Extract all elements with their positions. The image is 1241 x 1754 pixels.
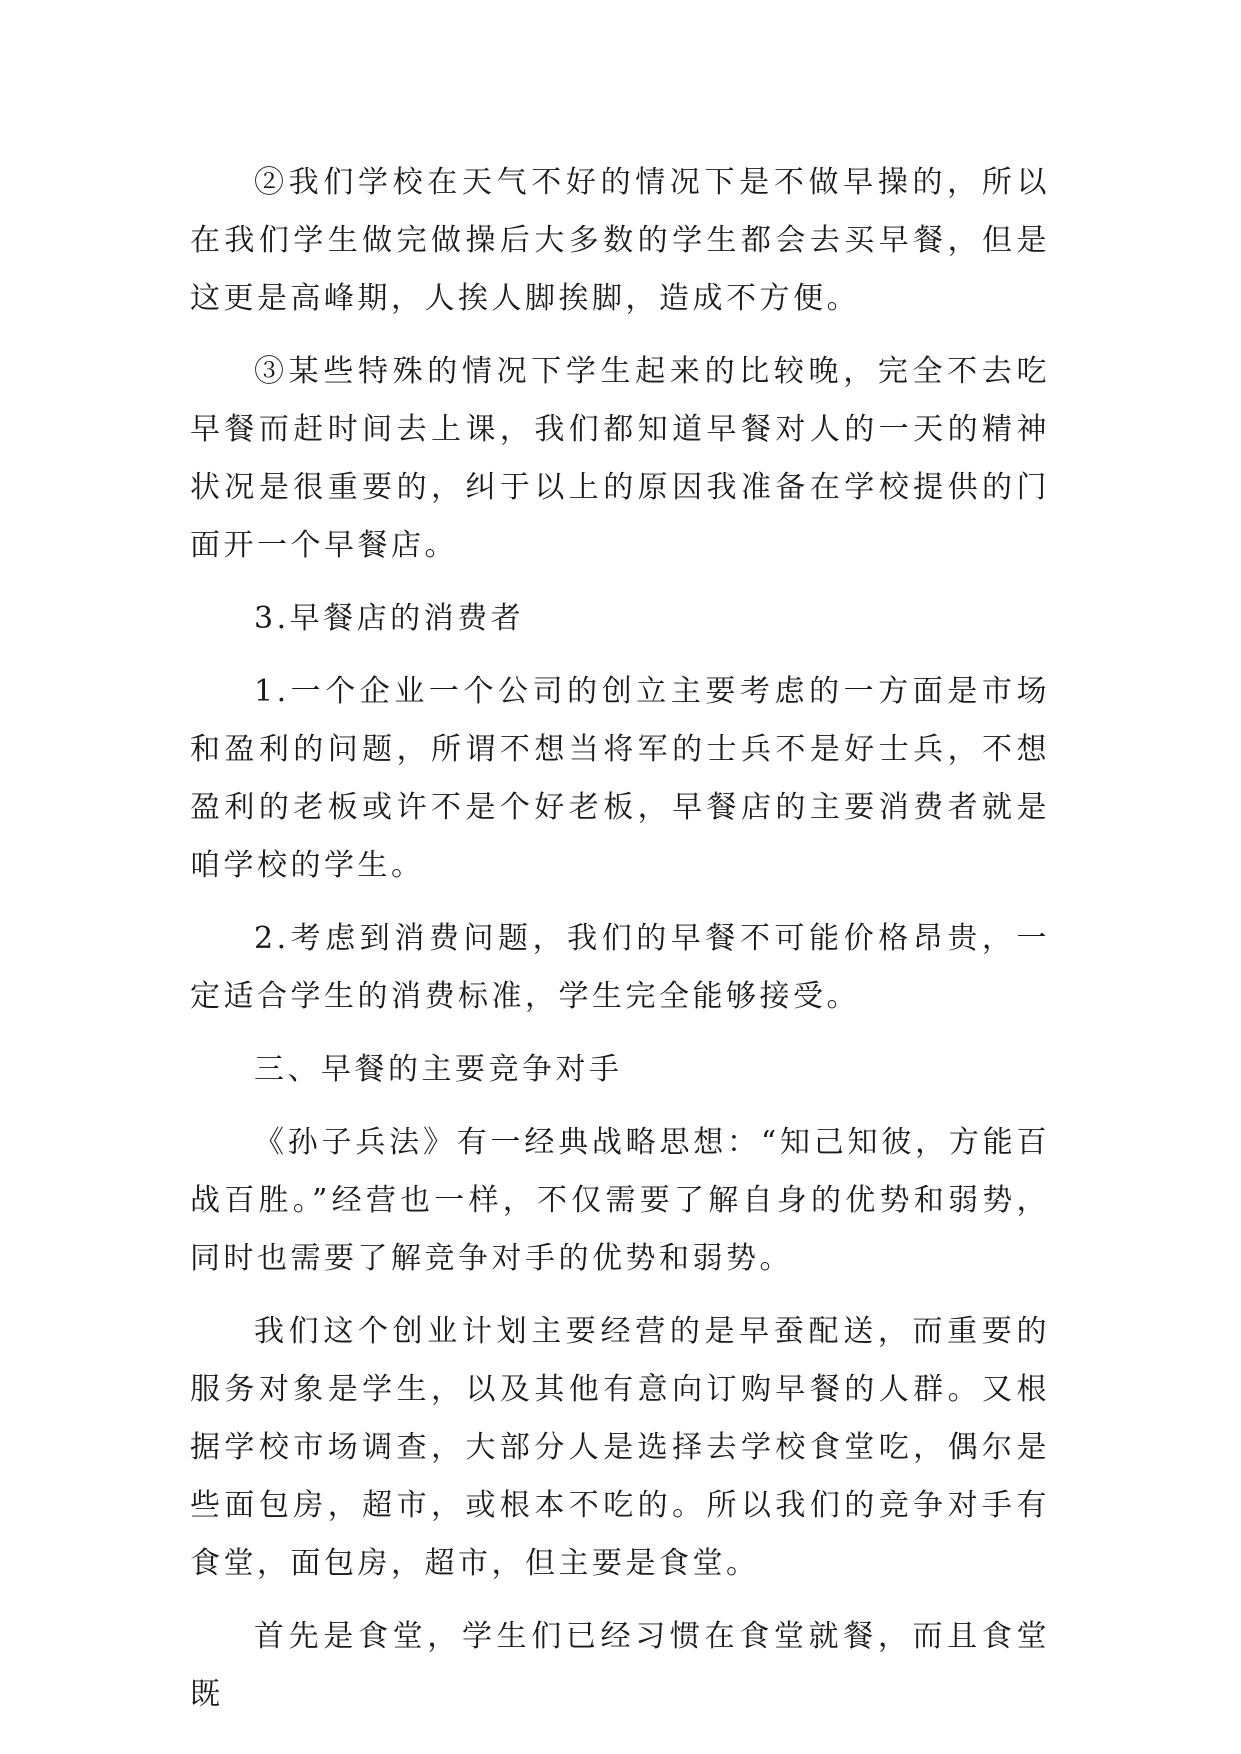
paragraph-pricing: 2.考虑到消费问题，我们的早餐不可能价格昂贵，一定适合学生的消费标准，学生完全能够接受。 [190,921,1050,1014]
section-heading-competitors: 三、早餐的主要竞争对手 [254,1052,623,1087]
section-heading-consumers: 3.早餐店的消费者 [254,601,525,636]
document-body [190,154,1050,1739]
paragraph-morning-exercise: ②我们学校在天气不好的情况下是不做早操的，所以在我们学生做完做操后大多数的学生都会去买早餐，但是这更是高峰期，人挨人脚挨脚，造成不方便。 [190,165,1050,316]
paragraph-business-plan: 我们这个创业计划主要经营的是早蚕配送，而重要的服务对象是学生，以及其他有意向订购早餐的人群。又根据学校市场调查，大部分人是选择去学校食堂吃，偶尔是些面包房，超市，或根本不吃的。所以我们的竞争对手有食堂，面包房，超市，但主要是食堂。 [190,1314,1050,1581]
paragraph-market-profit: 1.一个企业一个公司的创立主要考虑的一方面是市场和盈利的问题，所谓不想当将军的士兵不是好士兵，不想盈利的老板或许不是个好老板，早餐店的主要消费者就是咱学校的学生。 [190,674,1050,883]
paragraph-late-rising: ③某些特殊的情况下学生起来的比较晚，完全不去吃早餐而赶时间去上课，我们都知道早餐对人的一天的精神状况是很重要的，纠于以上的原因我准备在学校提供的门面开一个早餐店。 [190,354,1050,563]
paragraph-canteen: 首先是食堂，学生们已经习惯在食堂就餐，而且食堂既 [190,1619,1050,1712]
paragraph-sunzi-quote: 《孙子兵法》有一经典战略思想：“知己知彼，方能百战百胜。”经营也一样，不仅需要了解自身的优势和弱势，同时也需要了解竞争对手的优势和弱势。 [190,1125,1050,1276]
